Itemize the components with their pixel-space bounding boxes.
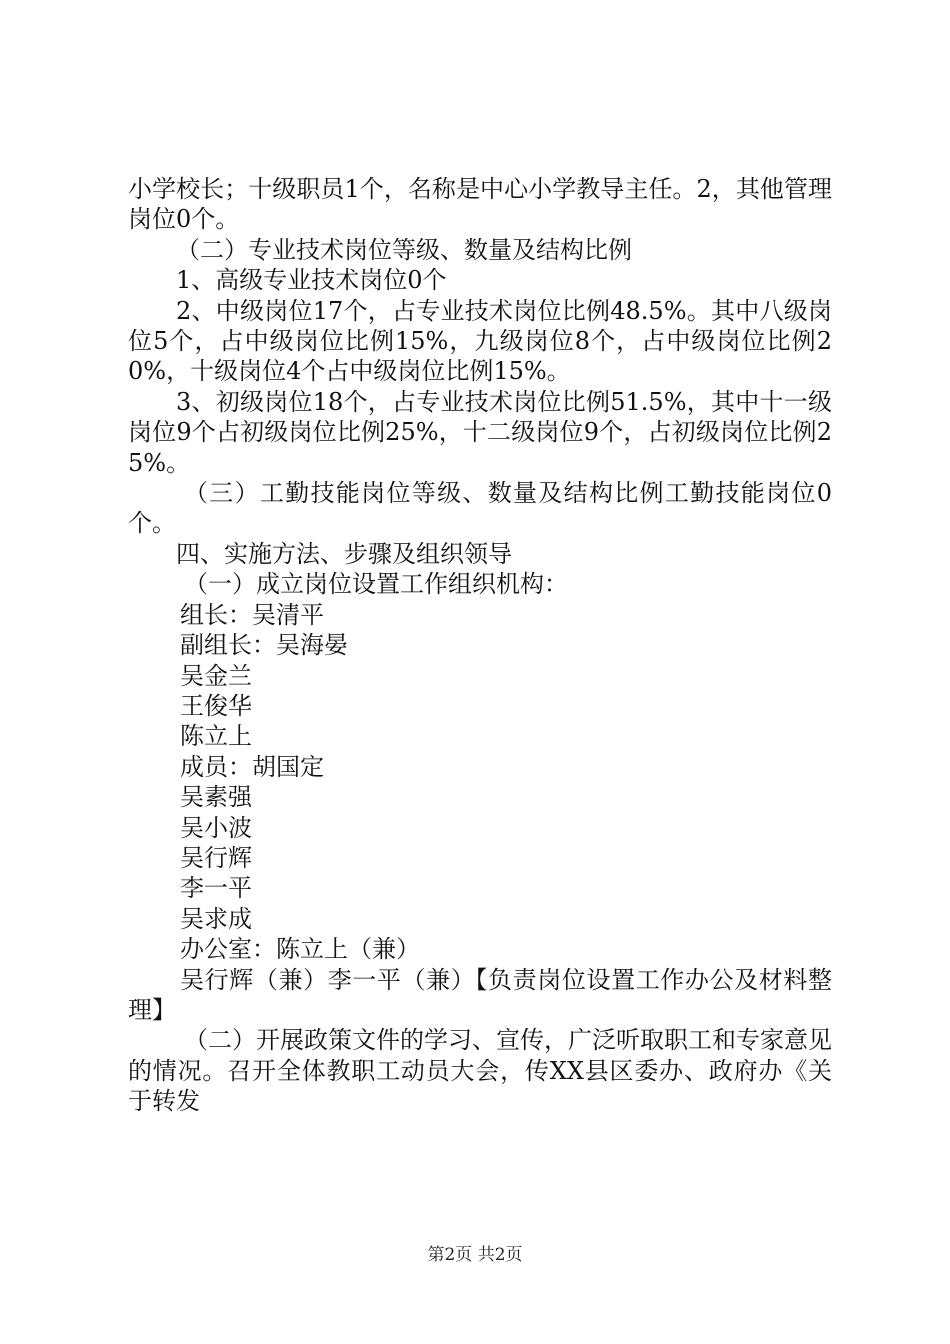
office-heading: 办公室：陈立上（兼）: [180, 935, 420, 964]
member: 吴素强: [180, 783, 252, 812]
paragraph-1: 小学校长；十级职员1个，名称是中心小学教导主任。2，其他管理岗位0个。: [128, 175, 832, 234]
document-body: [128, 174, 832, 1117]
paragraph-policy-study: （二）开展政策文件的学习、宣传，广泛听取职工和专家意见的情况。召开全体教职工动员大会，传XX县区委办、政府办《关于转发: [128, 1026, 832, 1116]
member: 吴行辉: [180, 843, 252, 872]
member: 李一平: [180, 874, 252, 903]
paragraph-intermediate-positions: 2、中级岗位17个，占专业技术岗位比例48.5%。其中八级岗位5个，占中级岗位比例15%，九级岗位8个，占中级岗位比例20%，十级岗位4个占中级岗位比例15%。: [128, 296, 832, 386]
paragraph-senior-positions: 1、高级专业技术岗位0个: [176, 266, 447, 295]
section-heading-service: （三）工勤技能岗位等级、数量及结构比例工勤技能岗位0个。: [128, 479, 832, 538]
deputy-member: 陈立上: [180, 722, 252, 751]
paragraph-junior-positions: 3、初级岗位18个，占专业技术岗位比例51.5%，其中十一级岗位9个占初级岗位比例25%，十二级岗位9个，占初级岗位比例25%。: [128, 387, 832, 477]
team-leader: 组长：吴清平: [180, 600, 324, 629]
deputy-member: 王俊华: [180, 691, 252, 720]
section-heading-professional: （二）专业技术岗位等级、数量及结构比例: [176, 235, 632, 264]
section-heading-organization: （一）成立岗位设置工作组织机构：: [184, 570, 568, 599]
deputy-leader: 副组长：吴海晏: [180, 631, 348, 660]
members-heading: 成员：胡国定: [180, 752, 324, 781]
page-footer: 第2页 共2页: [427, 1245, 523, 1265]
member: 吴小波: [180, 813, 252, 842]
member: 吴求成: [180, 904, 252, 933]
deputy-member: 吴金兰: [180, 661, 252, 690]
office-members: 吴行辉（兼）李一平（兼）【负责岗位设置工作办公及材料整理】: [128, 965, 832, 1024]
section-heading-implementation: 四、实施方法、步骤及组织领导: [176, 539, 512, 568]
